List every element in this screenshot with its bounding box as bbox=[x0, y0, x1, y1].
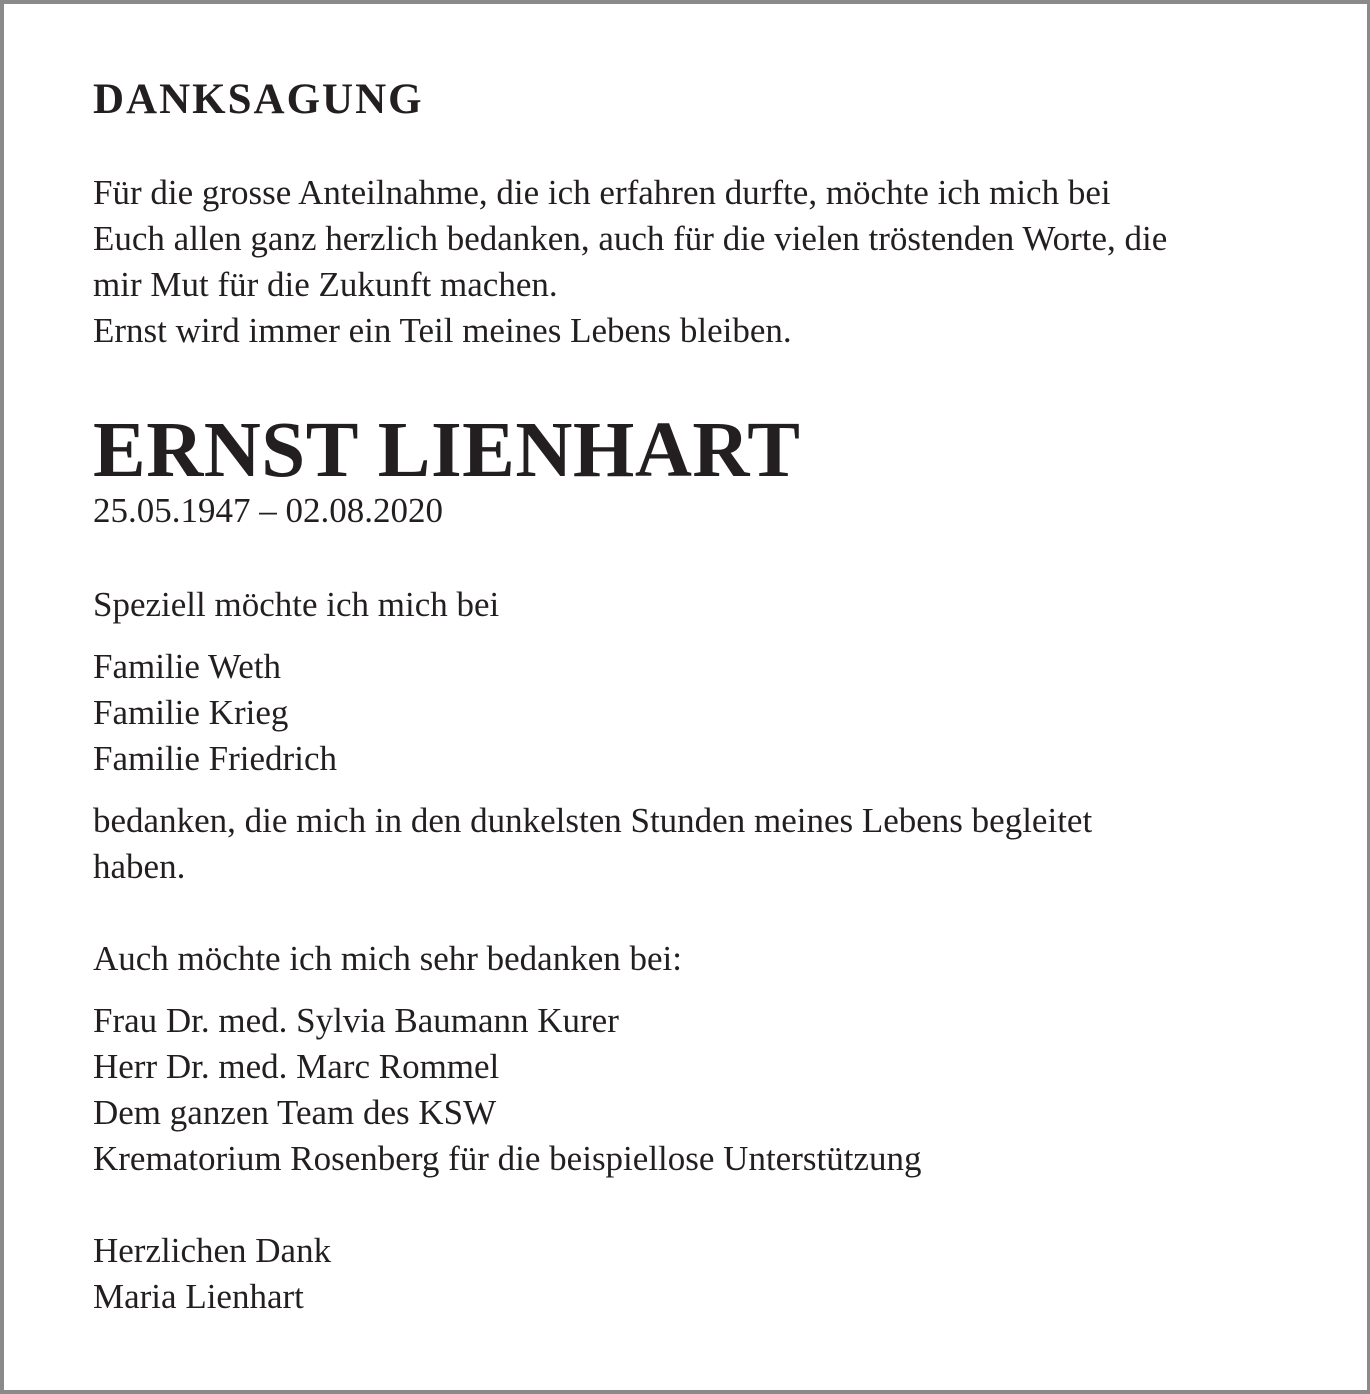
list-item: Frau Dr. med. Sylvia Baumann Kurer bbox=[93, 1001, 619, 1040]
list-item: Familie Friedrich bbox=[93, 739, 337, 778]
special-thanks-outro bbox=[93, 798, 1285, 890]
intro-paragraph bbox=[93, 170, 1285, 354]
list-item: Familie Weth bbox=[93, 647, 282, 686]
closing-greeting: Herzlichen Dank bbox=[93, 1231, 332, 1270]
intro-line: mir Mut für die Zukunft machen. bbox=[93, 265, 558, 304]
outro-line: bedanken, die mich in den dunkelsten Stunden meines Lebens begleitet bbox=[93, 801, 1093, 840]
list-item: Herr Dr. med. Marc Rommel bbox=[93, 1047, 500, 1086]
list-item: Krematorium Rosenberg für die beispiellose Unterstützung bbox=[93, 1139, 922, 1178]
intro-line: Für die grosse Anteilnahme, die ich erfahren durfte, möchte ich mich bei bbox=[93, 173, 1111, 212]
outro-line: haben. bbox=[93, 847, 186, 886]
special-thanks-intro: Speziell möchte ich mich bei bbox=[93, 585, 500, 624]
deceased-name: ERNST LIENHART bbox=[93, 407, 801, 494]
intro-line: Ernst wird immer ein Teil meines Lebens bleiben. bbox=[93, 311, 792, 350]
life-dates: 25.05.1947 – 02.08.2020 bbox=[93, 491, 443, 530]
list-item: Dem ganzen Team des KSW bbox=[93, 1093, 497, 1132]
notice-heading: DANKSAGUNG bbox=[93, 76, 424, 123]
signature: Maria Lienhart bbox=[93, 1277, 304, 1316]
people-list bbox=[93, 998, 1285, 1182]
notice-content bbox=[93, 70, 1285, 1320]
also-thanks-intro: Auch möchte ich mich sehr bedanken bei: bbox=[93, 939, 682, 978]
closing-block bbox=[93, 1228, 1285, 1320]
family-list bbox=[93, 644, 1285, 782]
intro-line: Euch allen ganz herzlich bedanken, auch für die vielen tröstenden Worte, die bbox=[93, 219, 1168, 258]
list-item: Familie Krieg bbox=[93, 693, 289, 732]
